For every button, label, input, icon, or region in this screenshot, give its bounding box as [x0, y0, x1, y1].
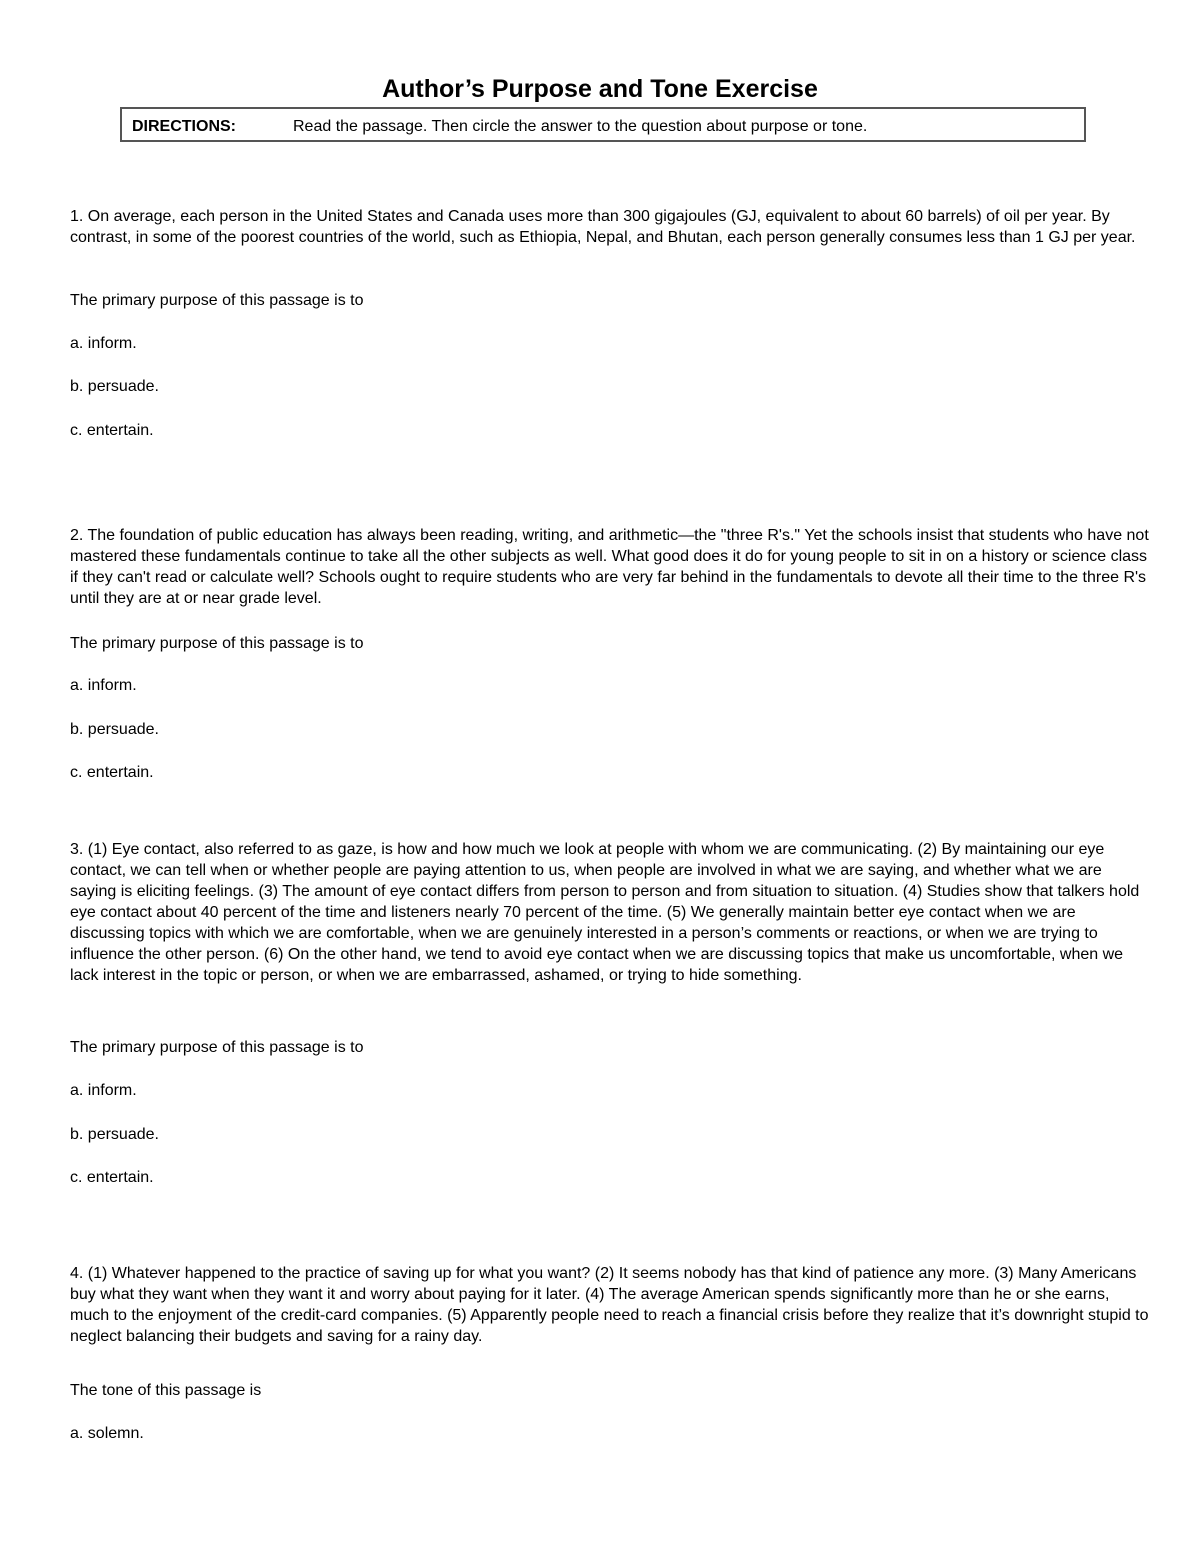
question-4-passage: 4. (1) Whatever happened to the practice of saving up for what you want? (2) It seems nobody has that kind of patience any more. (3) Many Americans buy what they want when they want it and worry about paying for it later. (4) The average American spends significantly more than he or she earns, much to the enjoyment of the credit-card companies. (5) Apparently people need to reach a financial crisis before they realize that it’s downright stupid to neglect balancing their budgets and saving for a rainy day.: [70, 1265, 1149, 1345]
question-2-option-a[interactable]: a. inform.: [70, 677, 137, 694]
question-2-option-c[interactable]: c. entertain.: [70, 764, 154, 781]
question-4-passage-block: [70, 1263, 1152, 1347]
question-3-prompt: The primary purpose of this passage is to: [70, 1039, 364, 1056]
question-4-prompt: The tone of this passage is: [70, 1382, 262, 1399]
directions-text: Read the passage. Then circle the answer to the question about purpose or tone.: [293, 118, 868, 135]
question-3-passage-block: [70, 839, 1152, 986]
question-3-option-b[interactable]: b. persuade.: [70, 1126, 159, 1143]
question-4-option-a[interactable]: a. solemn.: [70, 1425, 144, 1442]
question-1-prompt: The primary purpose of this passage is to: [70, 292, 364, 309]
question-2-passage-block: [70, 525, 1152, 609]
question-2-prompt: The primary purpose of this passage is to: [70, 635, 364, 652]
directions-label: DIRECTIONS:: [132, 118, 236, 135]
question-1-option-a[interactable]: a. inform.: [70, 335, 137, 352]
page-title: Author’s Purpose and Tone Exercise: [382, 75, 818, 103]
question-1-option-b[interactable]: b. persuade.: [70, 378, 159, 395]
question-2-passage: 2. The foundation of public education has always been reading, writing, and arithmetic—the "three R's." Yet the schools insist that students who have not mastered these fundamentals continue to take all the other subjects as well. What good does it do for young people to sit in on a history or science class if they can't read or calculate well? Schools ought to require students who are very far behind in the fundamentals to devote all their time to the three R's until they are at or near grade level.: [70, 527, 1149, 607]
question-1-passage-block: [70, 206, 1152, 248]
question-1-option-c[interactable]: c. entertain.: [70, 422, 154, 439]
question-2-option-b[interactable]: b. persuade.: [70, 721, 159, 738]
question-3-passage: 3. (1) Eye contact, also referred to as gaze, is how and how much we look at people with whom we are communicating. (2) By maintaining our eye contact, we can tell when or whether people are paying attention to us, when people are involved in what we are saying, and whether what we are saying is eliciting feelings. (3) The amount of eye contact differs from person to person and from situation to situation. (4) Studies show that talkers hold eye contact about 40 percent of the time and listeners nearly 70 percent of the time. (5) We generally maintain better eye contact when we are discussing topics with which we are comfortable, when we are genuinely interested in a person’s comments or reactions, or when we are trying to influence the other person. (6) On the other hand, we tend to avoid eye contact when we are discussing topics that make us uncomfortable, when we lack interest in the topic or person, or when we are embarrassed, ashamed, or trying to hide something.: [70, 841, 1140, 984]
directions-box: [120, 107, 1086, 142]
question-3-option-c[interactable]: c. entertain.: [70, 1169, 154, 1186]
question-1-passage: 1. On average, each person in the United States and Canada uses more than 300 gigajoules (GJ, equivalent to about 60 barrels) of oil per year. By contrast, in some of the poorest countries of the world, such as Ethiopia, Nepal, and Bhutan, each person generally consumes less than 1 GJ per year.: [70, 208, 1136, 246]
question-3-option-a[interactable]: a. inform.: [70, 1082, 137, 1099]
